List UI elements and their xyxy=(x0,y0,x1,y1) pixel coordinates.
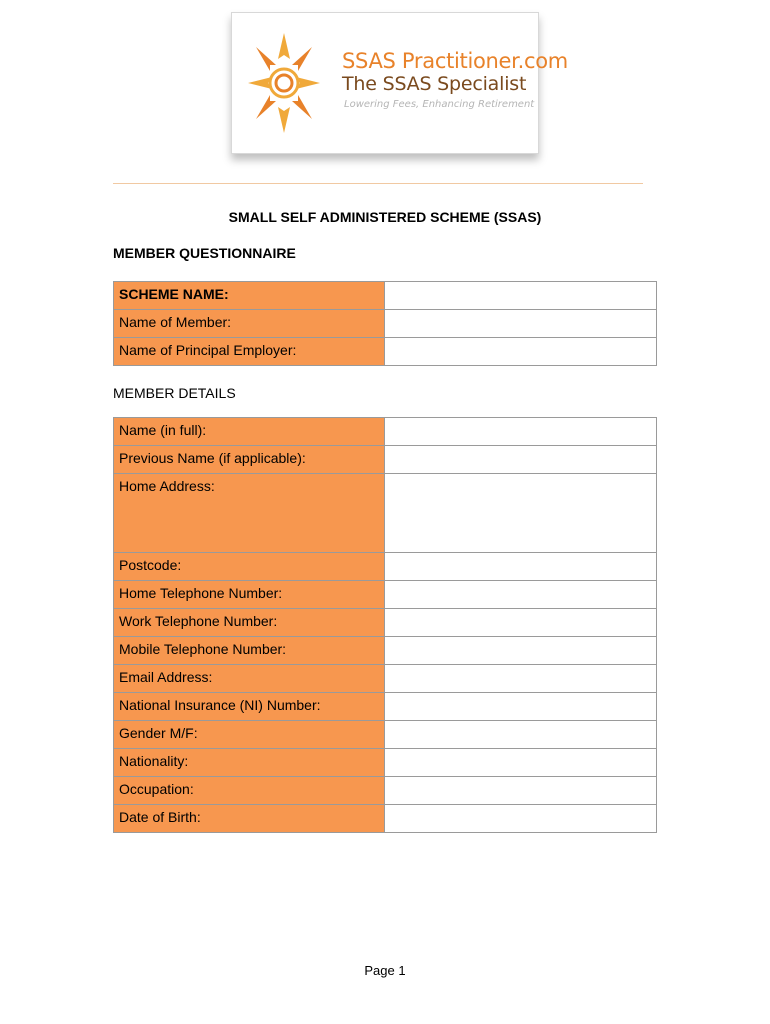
scheme-name-field[interactable] xyxy=(385,282,657,310)
gender-label: Gender M/F: xyxy=(119,725,198,741)
questionnaire-table xyxy=(113,281,657,366)
member-details-heading: MEMBER DETAILS xyxy=(113,385,236,401)
field-label xyxy=(114,581,385,609)
mobile-telephone-field[interactable] xyxy=(385,637,657,665)
field-label xyxy=(114,805,385,833)
ni-number-label: National Insurance (NI) Number: xyxy=(119,697,321,713)
table-row xyxy=(114,282,657,310)
nationality-label: Nationality: xyxy=(119,753,189,769)
table-row xyxy=(114,665,657,693)
field-label xyxy=(114,609,385,637)
table-row xyxy=(114,637,657,665)
table-row xyxy=(114,474,657,553)
scheme-name-label: SCHEME NAME: xyxy=(119,286,229,302)
logo-tagline: The SSAS Specialist xyxy=(342,73,527,95)
occupation-field[interactable] xyxy=(385,777,657,805)
questionnaire-heading: MEMBER QUESTIONNAIRE xyxy=(113,245,296,261)
table-row xyxy=(114,777,657,805)
table-row xyxy=(114,338,657,366)
field-label xyxy=(114,665,385,693)
nationality-field[interactable] xyxy=(385,749,657,777)
field-label xyxy=(114,553,385,581)
table-row xyxy=(114,749,657,777)
field-label xyxy=(114,418,385,446)
home-address-label: Home Address: xyxy=(119,478,215,494)
table-row xyxy=(114,693,657,721)
full-name-field[interactable] xyxy=(385,418,657,446)
member-name-field[interactable] xyxy=(385,310,657,338)
logo-card xyxy=(231,12,568,154)
field-label xyxy=(114,637,385,665)
home-telephone-field[interactable] xyxy=(385,581,657,609)
field-label xyxy=(114,310,385,338)
table-row xyxy=(114,581,657,609)
principal-employer-label: Name of Principal Employer: xyxy=(119,342,297,358)
logo-brand-name: SSAS Practitioner.com xyxy=(342,49,568,73)
field-label xyxy=(114,693,385,721)
date-of-birth-field[interactable] xyxy=(385,805,657,833)
previous-name-field[interactable] xyxy=(385,446,657,474)
field-label xyxy=(114,338,385,366)
mobile-telephone-label: Mobile Telephone Number: xyxy=(119,641,287,657)
document-title: SMALL SELF ADMINISTERED SCHEME (SSAS) xyxy=(228,209,542,225)
field-label xyxy=(114,749,385,777)
postcode-label: Postcode: xyxy=(119,557,182,573)
table-row xyxy=(114,310,657,338)
table-row xyxy=(114,553,657,581)
field-label xyxy=(114,777,385,805)
table-row xyxy=(114,805,657,833)
page-number: Page 1 xyxy=(364,963,406,978)
home-address-field[interactable] xyxy=(385,474,657,553)
member-details-table xyxy=(113,417,657,833)
member-name-label: Name of Member: xyxy=(119,314,232,330)
email-field[interactable] xyxy=(385,665,657,693)
field-label xyxy=(114,721,385,749)
email-label: Email Address: xyxy=(119,669,213,685)
ni-number-field[interactable] xyxy=(385,693,657,721)
field-label xyxy=(114,446,385,474)
date-of-birth-label: Date of Birth: xyxy=(119,809,201,825)
home-telephone-label: Home Telephone Number: xyxy=(119,585,283,601)
work-telephone-label: Work Telephone Number: xyxy=(119,613,278,629)
full-name-label: Name (in full): xyxy=(119,422,207,438)
header-divider xyxy=(113,183,643,184)
table-row xyxy=(114,609,657,637)
postcode-field[interactable] xyxy=(385,553,657,581)
field-label xyxy=(114,282,385,310)
gender-field[interactable] xyxy=(385,721,657,749)
logo-slogan: Lowering Fees, Enhancing Retirement xyxy=(344,99,535,110)
previous-name-label: Previous Name (if applicable): xyxy=(119,450,306,466)
work-telephone-field[interactable] xyxy=(385,609,657,637)
table-row xyxy=(114,721,657,749)
table-row xyxy=(114,446,657,474)
principal-employer-field[interactable] xyxy=(385,338,657,366)
sun-logo-icon xyxy=(246,31,322,135)
table-row xyxy=(114,418,657,446)
field-label xyxy=(114,474,385,553)
occupation-label: Occupation: xyxy=(119,781,194,797)
